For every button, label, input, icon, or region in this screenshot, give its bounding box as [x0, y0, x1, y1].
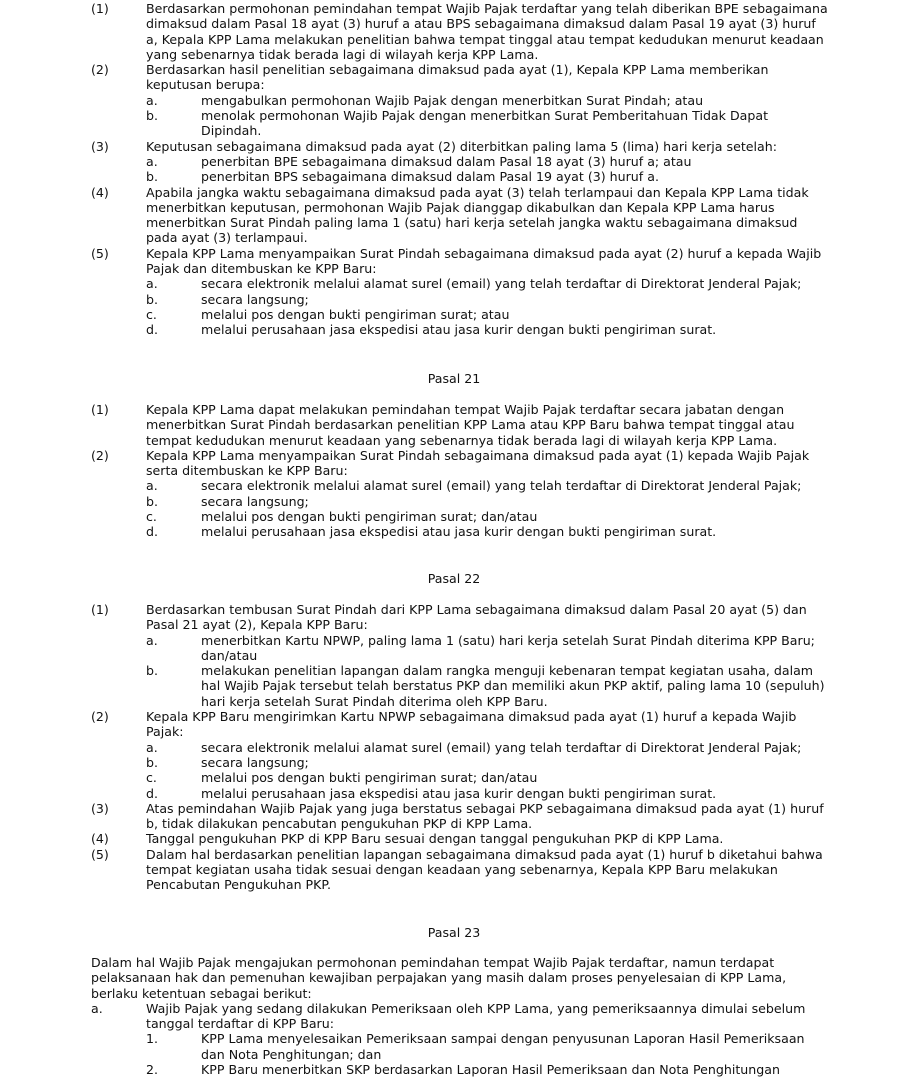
- sub-letter: a.: [146, 739, 158, 755]
- ayat-item: [91, 1, 831, 62]
- ayat-item: [91, 185, 831, 246]
- sub-text: melalui perusahaan jasa ekspedisi atau jasa kurir dengan bukti pengiriman surat.: [201, 785, 717, 801]
- sub-item: [146, 663, 831, 709]
- sub-text: KPP Lama menyelesaikan Pemeriksaan sampai dengan penyusunan Laporan Hasil Pemeriksaan dan Nota Penghitungan; dan: [201, 1031, 805, 1062]
- sub-item: [146, 740, 831, 755]
- ayat-number: (5): [91, 245, 109, 261]
- ayat-number: (4): [91, 831, 109, 847]
- sub-text: melalui pos dengan bukti pengiriman surat; dan/atau: [201, 770, 538, 786]
- sub-letter: c.: [146, 509, 157, 525]
- sub-item: [146, 770, 831, 785]
- sub-item: [146, 509, 831, 524]
- sub-number: 2.: [146, 1062, 159, 1078]
- ayat-number: (1): [91, 602, 109, 617]
- sub-item: [146, 154, 831, 169]
- ayat-text: Kepala KPP Baru mengirimkan Kartu NPWP sebagaimana dimaksud pada ayat (1) huruf a kepada Wajib Pajak:: [146, 709, 797, 740]
- sub-letter: d.: [146, 785, 158, 801]
- sub-text: secara elektronik melalui alamat surel (email) yang telah terdaftar di Direktorat Jenderal Pajak;: [201, 739, 802, 755]
- sub-letter: a.: [146, 478, 158, 494]
- pasal-22-body: [91, 602, 831, 893]
- ayat-number: (3): [91, 800, 109, 816]
- sub-letter: a.: [146, 92, 158, 108]
- ayat-number: (2): [91, 709, 109, 725]
- sub-letter: b.: [146, 493, 158, 509]
- sub-letter: d.: [146, 524, 158, 540]
- sub-item: [146, 1031, 831, 1062]
- huruf-letter: a.: [91, 1000, 103, 1016]
- ayat-text: Kepala KPP Lama dapat melakukan pemindahan tempat Wajib Pajak terdaftar secara jabatan dengan menerbitkan Surat Pindah berdasarkan penelitian KPP Lama atau KPP Baru bahwa tempat tinggal atau tempat kedudukan menurut keadaan yang sebenarnya tidak berada lagi di wilayah kerja KPP Lama.: [146, 402, 795, 448]
- sub-letter: d.: [146, 322, 158, 338]
- ayat-text: Tanggal pengukuhan PKP di KPP Baru sesuai dengan tanggal pengukuhan PKP di KPP Lama.: [146, 831, 724, 847]
- sub-text: penerbitan BPE sebagaimana dimaksud dalam Pasal 18 ayat (3) huruf a; atau: [201, 153, 692, 169]
- sub-item: [146, 494, 831, 509]
- sub-letter: a.: [146, 276, 158, 292]
- sub-item: [146, 633, 831, 664]
- ayat-item: [91, 62, 831, 93]
- ayat-item: [91, 709, 831, 740]
- ayat-text: Apabila jangka waktu sebagaimana dimaksud pada ayat (3) telah terlampaui dan Kepala KPP Lama tidak menerbitkan keputusan, permohonan Wajib Pajak dianggap dikabulkan dan Kepala KPP Lama harus menerbitkan Surat Pindah paling lama 1 (satu) hari kerja setelah jangka waktu sebagaimana dimaksud pada ayat (3) terlampaui.: [146, 184, 809, 246]
- pasal-21-heading: Pasal 21: [427, 371, 481, 386]
- pasal-20-body: [91, 1, 831, 338]
- ayat-item: [91, 448, 831, 479]
- ayat-item: [91, 831, 831, 846]
- sub-letter: b.: [146, 108, 158, 124]
- ayat-item: [91, 801, 831, 832]
- sub-letter: b.: [146, 754, 158, 770]
- sub-item: [146, 755, 831, 770]
- pasal-23-intro: Dalam hal Wajib Pajak mengajukan permohonan pemindahan tempat Wajib Pajak terdaftar, namun terdapat pelaksanaan hak dan pemenuhan kewajiban perpajakan yang masih dalam proses penyelesaian di KPP Lama, berlaku ketentuan sebagai berikut:: [91, 955, 787, 1001]
- pasal-23-body: [91, 955, 831, 1077]
- sub-text: secara elektronik melalui alamat surel (email) yang telah terdaftar di Direktorat Jenderal Pajak;: [201, 478, 802, 494]
- sub-number: 1.: [146, 1031, 159, 1047]
- sub-item: [146, 307, 831, 322]
- ayat-text: Berdasarkan permohonan pemindahan tempat Wajib Pajak terdaftar yang telah diberikan BPE sebagaimana dimaksud dalam Pasal 18 ayat (3) huruf a atau BPS sebagaimana dimaksud dalam Pasal 19 ayat (3) huruf a, Kepala KPP Lama melakukan penelitian bahwa tempat tinggal atau tempat kedudukan menurut keadaan yang sebenarnya tidak berada lagi di wilayah kerja KPP Lama.: [146, 1, 828, 62]
- ayat-number: (3): [91, 138, 109, 154]
- ayat-number: (2): [91, 62, 109, 78]
- sub-text: secara langsung;: [201, 291, 309, 307]
- pasal-23-heading: Pasal 23: [427, 925, 481, 940]
- sub-text: mengabulkan permohonan Wajib Pajak dengan menerbitkan Surat Pindah; atau: [201, 92, 704, 108]
- sub-item: [146, 276, 831, 291]
- ayat-item: [91, 602, 831, 633]
- sub-item: [146, 93, 831, 108]
- ayat-number: (4): [91, 184, 109, 200]
- ayat-text: Kepala KPP Lama menyampaikan Surat Pindah sebagaimana dimaksud pada ayat (1) kepada Wajib Pajak serta ditembuskan ke KPP Baru:: [146, 447, 810, 479]
- sub-item: [146, 322, 831, 337]
- ayat-number: (5): [91, 846, 109, 862]
- sub-item: [146, 524, 831, 539]
- ayat-text: Berdasarkan tembusan Surat Pindah dari KPP Lama sebagaimana dimaksud dalam Pasal 20 ayat (5) dan Pasal 21 ayat (2), Kepala KPP Baru:: [146, 602, 807, 633]
- sub-text: melalui perusahaan jasa ekspedisi atau jasa kurir dengan bukti pengiriman surat.: [201, 524, 717, 540]
- sub-item: [146, 478, 831, 493]
- sub-text: secara langsung;: [201, 493, 309, 509]
- sub-text: melakukan penelitian lapangan dalam rangka menguji kebenaran tempat kegiatan usaha, dalam hal Wajib Pajak tersebut telah berstatus PKP dan memiliki akun PKP aktif, paling lama 10 (sepuluh) hari kerja setelah Surat Pindah diterima oleh KPP Baru.: [201, 663, 825, 709]
- sub-letter: c.: [146, 306, 157, 322]
- ayat-text: Atas pemindahan Wajib Pajak yang juga berstatus sebagai PKP sebagaimana dimaksud pada ayat (1) huruf b, tidak dilakukan pencabutan pengukuhan PKP di KPP Lama.: [146, 800, 824, 832]
- sub-text: KPP Baru menerbitkan SKP berdasarkan Laporan Hasil Pemeriksaan dan Nota Penghitungan: [201, 1062, 780, 1078]
- sub-item: [146, 169, 831, 184]
- sub-text: secara langsung;: [201, 754, 309, 770]
- sub-letter: a.: [146, 632, 158, 648]
- sub-text: melalui pos dengan bukti pengiriman surat; atau: [201, 306, 510, 322]
- ayat-item: [91, 139, 831, 154]
- sub-text: penerbitan BPS sebagaimana dimaksud dalam Pasal 19 ayat (3) huruf a.: [201, 169, 659, 185]
- pasal-22-heading: Pasal 22: [427, 571, 481, 586]
- sub-text: secara elektronik melalui alamat surel (email) yang telah terdaftar di Direktorat Jenderal Pajak;: [201, 276, 802, 292]
- ayat-number: (2): [91, 447, 109, 463]
- sub-text: menolak permohonan Wajib Pajak dengan menerbitkan Surat Pemberitahuan Tidak Dapat Dipindah.: [201, 108, 769, 139]
- ayat-number: (1): [91, 1, 109, 16]
- huruf-item: [91, 1001, 831, 1032]
- ayat-number: (1): [91, 402, 109, 417]
- ayat-text: Dalam hal berdasarkan penelitian lapangan sebagaimana dimaksud pada ayat (1) huruf b diketahui bahwa tempat kegiatan usaha tidak sesuai dengan keadaan yang sebenarnya, Kepala KPP Baru melakukan Pencabutan Pengukuhan PKP.: [146, 846, 823, 893]
- sub-text: melalui perusahaan jasa ekspedisi atau jasa kurir dengan bukti pengiriman surat.: [201, 322, 717, 338]
- sub-letter: b.: [146, 291, 158, 307]
- sub-letter: b.: [146, 663, 158, 679]
- ayat-item: [91, 847, 831, 893]
- ayat-item: [91, 246, 831, 277]
- huruf-text: Wajib Pajak yang sedang dilakukan Pemeriksaan oleh KPP Lama, yang pemeriksaannya dimulai sebelum tanggal terdaftar di KPP Baru:: [146, 1000, 806, 1032]
- ayat-item: [91, 402, 831, 448]
- sub-item: [146, 1062, 831, 1077]
- sub-item: [146, 786, 831, 801]
- ayat-text: Berdasarkan hasil penelitian sebagaimana dimaksud pada ayat (1), Kepala KPP Lama memberikan keputusan berupa:: [146, 62, 769, 93]
- sub-item: [146, 108, 831, 139]
- ayat-text: Kepala KPP Lama menyampaikan Surat Pindah sebagaimana dimaksud pada ayat (2) huruf a kepada Wajib Pajak dan ditembuskan ke KPP Baru:: [146, 245, 822, 277]
- sub-text: menerbitkan Kartu NPWP, paling lama 1 (satu) hari kerja setelah Surat Pindah diterima KPP Baru; dan/atau: [201, 632, 815, 663]
- sub-text: melalui pos dengan bukti pengiriman surat; dan/atau: [201, 509, 538, 525]
- ayat-text: Keputusan sebagaimana dimaksud pada ayat (2) diterbitkan paling lama 5 (lima) hari kerja setelah:: [146, 138, 777, 154]
- sub-item: [146, 292, 831, 307]
- sub-letter: c.: [146, 770, 157, 786]
- pasal-21-body: [91, 402, 831, 540]
- sub-letter: b.: [146, 169, 158, 185]
- sub-letter: a.: [146, 153, 158, 169]
